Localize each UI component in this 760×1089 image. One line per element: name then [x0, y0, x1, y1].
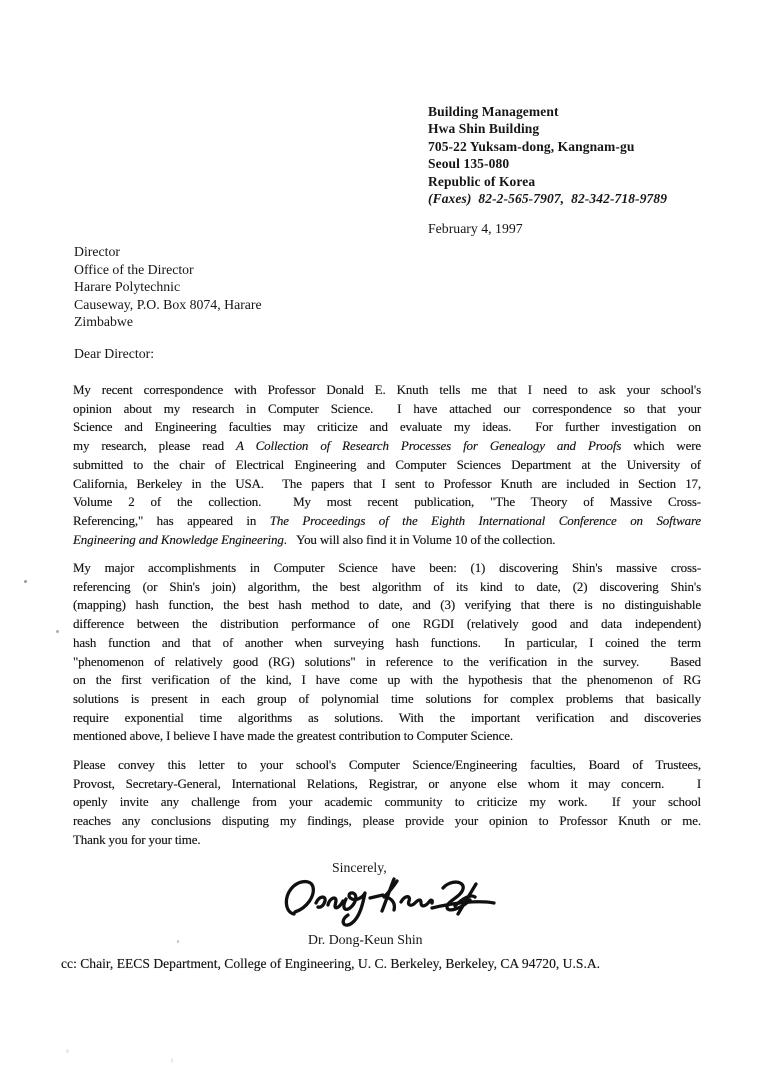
recipient-line: Causeway, P.O. Box 8074, Harare: [74, 296, 262, 312]
sender-line: Republic of Korea: [428, 173, 536, 189]
text-line: [73, 559, 701, 578]
text-run: solutions is present in each group of polynomial time solutions for complex problems that basically: [73, 690, 701, 706]
text-run: "phenomenon of relatively good (RG) solutions" in reference to the verification in the survey. Based: [73, 653, 701, 669]
text-line: [73, 493, 701, 512]
closing-sincerely: Sincerely,: [332, 860, 387, 875]
scan-speck: [66, 1049, 69, 1053]
text-run: referencing (or Shin's join) algorithm, the best algorithm of its kind to date, (2) discovering Shin's: [73, 578, 701, 594]
text-line: [73, 671, 701, 690]
text-line: [73, 578, 701, 597]
text-run: Science and Engineering faculties may criticize and evaluate my ideas. For further investigation on: [73, 419, 701, 435]
scan-speck: [56, 630, 59, 633]
italic-text-run: The Proceedings of the Eighth International Conference on Software: [269, 512, 702, 528]
text-run: California, Berkeley in the USA. The papers that I sent to Professor Knuth are included in Section 17,: [73, 475, 701, 491]
text-run: difference between the distribution performance of one RGDI (relatively good and data independent): [73, 616, 701, 632]
text-run: on the first verification of the kind, I have come up with the hypothesis that the phenomenon of RG: [73, 672, 701, 688]
recipient-address-block: [74, 243, 262, 331]
date-line: February 4, 1997: [428, 221, 523, 236]
text-run: my research, please read: [73, 438, 237, 454]
recipient-line: Office of the Director: [74, 261, 194, 277]
text-line: [73, 634, 701, 653]
sender-line: Seoul 135-080: [428, 156, 510, 172]
italic-text-run: Engineering and Knowledge Engineering: [73, 531, 284, 547]
handwritten-signature: [280, 872, 502, 932]
text-run: opinion about my research in Computer Science. I have attached our correspondence so that your: [73, 400, 701, 416]
sender-line: 705-22 Yuksam-dong, Kangnam-gu: [428, 138, 635, 154]
italic-text-run: A Collection of Research Processes for Genealogy and Proofs: [236, 438, 622, 454]
text-run: require exponential time algorithms as solutions. With the important verification and discoveries: [73, 709, 701, 725]
text-run: submitted to the chair of Electrical Engineering and Computer Sciences Department at the University of: [73, 456, 701, 472]
text-line: [73, 418, 701, 437]
text-line: [73, 400, 701, 419]
sender-line: Hwa Shin Building: [428, 121, 540, 137]
recipient-line: Director: [74, 244, 120, 259]
text-run: which were: [621, 438, 702, 454]
sender-address-block: [428, 103, 667, 207]
text-line: [73, 512, 701, 531]
text-run: reaches any conclusions disputing my findings, please provide your opinion to Professor Knuth or me.: [73, 813, 701, 829]
text-line: [73, 709, 701, 728]
recipient-line: Zimbabwe: [74, 314, 134, 330]
recipient-line: Harare Polytechnic: [74, 279, 181, 295]
text-line: [73, 793, 701, 812]
text-run: Thank you for your time.: [73, 831, 201, 847]
sender-line: Building Management: [428, 104, 559, 119]
text-line: [73, 615, 701, 634]
text-run: openly invite any challenge from your academic community to criticize my work. If your school: [73, 794, 701, 810]
text-line: [73, 756, 701, 775]
text-run: Volume 2 of the collection. My most recent publication, "The Theory of Massive Cross-: [73, 494, 701, 510]
text-line: [73, 437, 701, 456]
sender-fax-line: (Faxes) 82-2-565-7907, 82-342-718-9789: [428, 191, 668, 207]
text-run: Provost, Secretary-General, International Relations, Registrar, or anyone else whom it may concern. I: [73, 775, 701, 791]
text-run: hash function and that of another when surveying hash functions. In particular, I coined the term: [73, 634, 701, 650]
scan-speck: [171, 1058, 173, 1063]
text-line: [73, 456, 701, 475]
salutation: Dear Director:: [74, 346, 155, 361]
text-line: [73, 831, 701, 850]
text-line: [73, 475, 701, 494]
text-line: [73, 812, 701, 831]
scan-speck: [24, 580, 27, 583]
text-run: Please convey this letter to your school's Computer Science/Engineering faculties, Board of Trustees,: [73, 757, 701, 772]
cc-line: cc: Chair, EECS Department, College of Engineering, U. C. Berkeley, Berkeley, CA 94720, U.S.A.: [61, 956, 601, 971]
text-line: [73, 531, 701, 550]
text-run: mentioned above, I believe I have made the greatest contribution to Computer Science.: [73, 728, 513, 744]
body-paragraph-1: [73, 381, 701, 549]
body-paragraph-3: [73, 756, 701, 850]
text-line: [73, 775, 701, 794]
signed-name: Dr. Dong-Keun Shin: [308, 932, 423, 947]
text-line: [73, 596, 701, 615]
text-line: [73, 727, 701, 746]
text-run: . You will also find it in Volume 10 of the collection.: [283, 531, 556, 547]
text-line: [73, 690, 701, 709]
text-run: My recent correspondence with Professor Donald E. Knuth tells me that I need to ask your school's: [73, 382, 701, 397]
text-run: (mapping) hash function, the best hash method to date, and (3) verifying that there is no distinguishable: [73, 597, 701, 613]
text-run: My major accomplishments in Computer Science have been: (1) discovering Shin's massive cross-: [73, 560, 701, 575]
text-line: [73, 381, 701, 400]
body-paragraph-2: [73, 559, 701, 746]
text-run: Referencing," has appeared in: [73, 512, 270, 528]
signature-scribble: [280, 872, 502, 932]
scan-speck: [177, 940, 179, 943]
text-line: [73, 653, 701, 672]
